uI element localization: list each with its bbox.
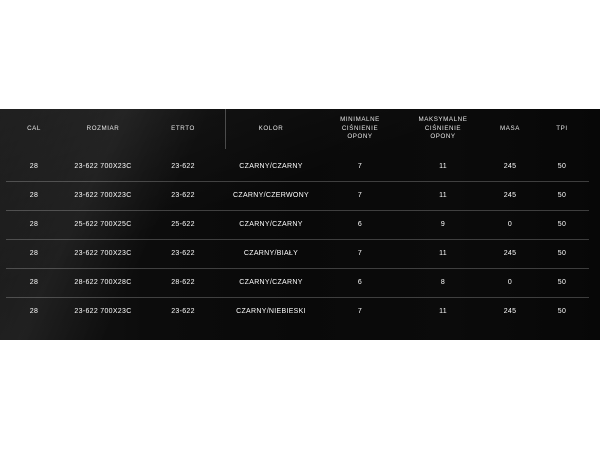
header-tpi	[542, 109, 582, 149]
table-row	[0, 239, 600, 268]
cell-min_pressure: 6	[357, 279, 363, 286]
cell-max_pressure: 9	[440, 221, 446, 228]
cell-etrto: 25-622	[171, 221, 195, 228]
cell-etrto: 23-622	[171, 163, 195, 170]
cell-kolor: CZARNY/CZARNY	[239, 163, 303, 170]
cell-masa: 0	[507, 221, 513, 228]
cell-tpi: 50	[557, 250, 567, 257]
cell-max_pressure: 11	[439, 192, 447, 199]
table-row	[0, 181, 600, 210]
cell-masa: 245	[503, 192, 517, 199]
table-header-row	[0, 109, 600, 149]
header-min_pressure-line: OPONY	[347, 133, 373, 141]
header-kolor	[226, 109, 316, 149]
header-masa	[485, 109, 535, 149]
cell-cal: 28	[29, 308, 39, 315]
header-min_pressure	[325, 109, 395, 149]
cell-rozmiar: 23-622 700X23C	[74, 192, 132, 199]
header-cal	[14, 109, 54, 149]
cell-kolor: CZARNY/BIAŁY	[243, 250, 299, 257]
header-etrto	[153, 109, 213, 149]
cell-max_pressure: 11	[439, 308, 447, 315]
cell-min_pressure: 7	[357, 308, 363, 315]
header-rozmiar-line: ROZMIAR	[86, 124, 120, 132]
cell-cal: 28	[29, 279, 39, 286]
header-masa-line: MASA	[500, 124, 520, 132]
cell-cal: 28	[29, 221, 39, 228]
cell-rozmiar: 23-622 700X23C	[74, 163, 132, 170]
cell-tpi: 50	[557, 192, 567, 199]
spec-table	[0, 109, 600, 340]
header-max_pressure	[403, 109, 483, 149]
cell-etrto: 28-622	[171, 279, 195, 286]
cell-rozmiar: 23-622 700X23C	[74, 250, 132, 257]
cell-cal: 28	[29, 192, 39, 199]
cell-etrto: 23-622	[171, 250, 195, 257]
cell-min_pressure: 7	[357, 250, 363, 257]
cell-masa: 245	[503, 308, 517, 315]
cell-min_pressure: 7	[357, 192, 363, 199]
cell-masa: 245	[503, 250, 517, 257]
header-column-divider	[225, 109, 226, 149]
header-max_pressure-line: MAKSYMALNE	[418, 116, 468, 124]
table-row	[0, 152, 600, 181]
cell-etrto: 23-622	[171, 308, 195, 315]
cell-min_pressure: 7	[357, 163, 363, 170]
spec-table-panel	[0, 109, 600, 340]
cell-masa: 0	[507, 279, 513, 286]
cell-tpi: 50	[557, 163, 567, 170]
cell-rozmiar: 25-622 700X25C	[74, 221, 132, 228]
cell-max_pressure: 11	[439, 163, 447, 170]
cell-rozmiar: 28-622 700X28C	[74, 279, 132, 286]
cell-masa: 245	[503, 163, 517, 170]
cell-cal: 28	[29, 250, 39, 257]
cell-max_pressure: 11	[439, 250, 447, 257]
header-max_pressure-line: OPONY	[430, 133, 456, 141]
header-rozmiar	[53, 109, 153, 149]
cell-min_pressure: 6	[357, 221, 363, 228]
cell-max_pressure: 8	[440, 279, 446, 286]
cell-kolor: CZARNY/CZARNY	[239, 279, 303, 286]
header-min_pressure-line: MINIMALNE	[340, 116, 380, 124]
table-row	[0, 297, 600, 326]
cell-tpi: 50	[557, 221, 567, 228]
cell-etrto: 23-622	[171, 192, 195, 199]
table-row	[0, 210, 600, 239]
cell-kolor: CZARNY/CZERWONY	[233, 192, 309, 199]
header-max_pressure-line: CIŚNIENIE	[424, 124, 462, 132]
header-tpi-line: TPI	[556, 124, 568, 132]
cell-tpi: 50	[557, 308, 567, 315]
header-cal-line: CAL	[27, 124, 41, 132]
cell-rozmiar: 23-622 700X23C	[74, 308, 132, 315]
cell-kolor: CZARNY/NIEBIESKI	[236, 308, 306, 315]
table-row	[0, 268, 600, 297]
cell-kolor: CZARNY/CZARNY	[239, 221, 303, 228]
cell-tpi: 50	[557, 279, 567, 286]
cell-cal: 28	[29, 163, 39, 170]
header-min_pressure-line: CIŚNIENIE	[341, 124, 379, 132]
header-etrto-line: ETRTO	[171, 124, 195, 132]
header-kolor-line: KOLOR	[258, 124, 284, 132]
